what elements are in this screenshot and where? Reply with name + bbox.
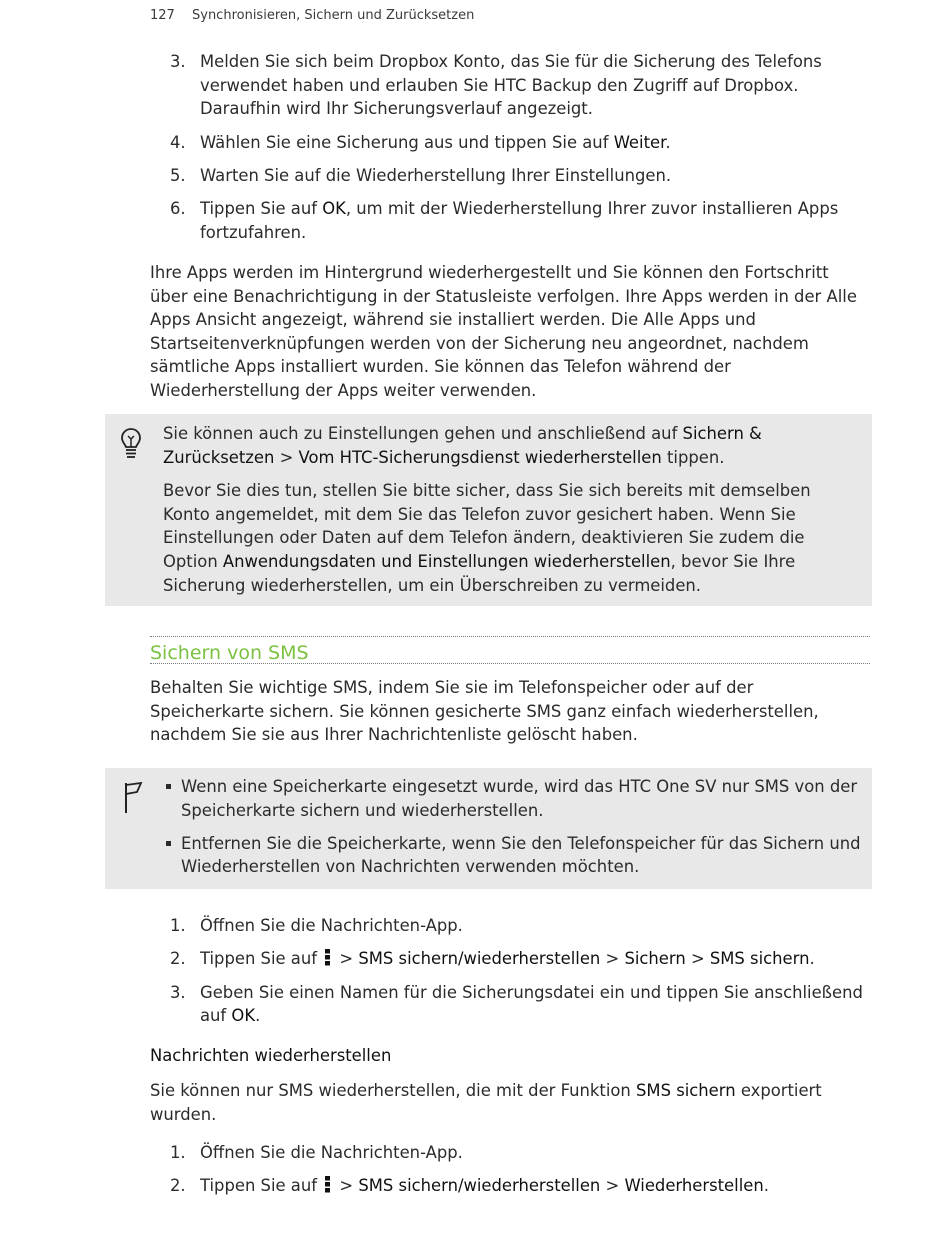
text-run: , um mit der Wiederherstellung Ihrer zuvor installieren Apps fortzufahren.	[200, 199, 839, 242]
note-item-text: Wenn eine Speicherkarte eingesetzt wurde, wird das HTC One SV nur SMS von der Speicherkarte sichern und wiederherstellen.	[181, 777, 858, 820]
ui-term: OK	[322, 199, 346, 219]
ui-term: Sichern	[624, 949, 686, 969]
backup-steps-block	[150, 914, 870, 1038]
step-number: 6.	[170, 199, 186, 219]
note-box	[105, 768, 872, 889]
step-item	[150, 947, 870, 971]
step-item	[150, 1141, 870, 1165]
restore-paragraph-block	[150, 261, 870, 403]
step-number: 1.	[170, 916, 186, 935]
step-item	[150, 164, 870, 188]
note-item	[163, 775, 872, 822]
text-run: .	[763, 1176, 769, 1196]
bullet	[166, 841, 171, 846]
backup-steps-list	[150, 914, 870, 1028]
text-run: Sie können nur SMS wiederherstellen, die mit der Funktion	[150, 1081, 637, 1100]
section-title: Sichern von SMS	[150, 636, 870, 664]
restore-sms-paragraph-block	[150, 1079, 870, 1126]
text-run: .	[809, 949, 815, 969]
text-run: Wählen Sie eine Sicherung aus und tippen Sie auf	[200, 132, 614, 152]
text-run: , bevor Sie Ihre Sicherung wiederherstellen, um ein Überschreiben zu vermeiden.	[163, 551, 796, 595]
text-run: >	[600, 1176, 625, 1196]
ui-term: Anwendungsdaten und Einstellungen wiederherstellen	[222, 551, 671, 571]
tip-text	[163, 422, 832, 597]
ui-term: Weiter	[613, 132, 666, 152]
restore-steps-list	[150, 50, 870, 245]
text-run: >	[334, 949, 359, 969]
step-number: 1.	[170, 1143, 186, 1162]
note-list	[163, 775, 872, 879]
text-run: Melden Sie sich beim Dropbox Konto, das Sie für die Sicherung des Telefons verwendet haben und erlauben Sie HTC Backup den Zugriff auf Dropbox. Daraufhin wird Ihr Sicherungsverlauf angezeigt.	[200, 52, 822, 119]
ui-term: SMS sichern	[709, 949, 810, 969]
ui-term: SMS sichern/wiederherstellen	[358, 1176, 601, 1196]
overflow-menu-icon	[325, 948, 330, 966]
sms-intro-block	[150, 676, 870, 747]
page-number: 127	[150, 8, 175, 23]
text-run: Öffnen Sie die Nachrichten-App.	[200, 1143, 463, 1162]
text-run: Öffnen Sie die Nachrichten-App.	[200, 916, 463, 935]
restore-steps-block	[150, 50, 870, 254]
restore-sms-steps-block	[150, 1141, 870, 1208]
step-number: 3.	[170, 52, 186, 71]
step-item	[150, 1174, 870, 1198]
ui-term: Sichern & Zurücksetzen	[163, 424, 762, 467]
text-run: >	[600, 949, 625, 969]
step-number: 2.	[170, 949, 186, 969]
bullet	[166, 784, 171, 789]
step-number: 2.	[170, 1176, 186, 1196]
text-run: tippen.	[661, 447, 725, 467]
restore-sms-paragraph	[150, 1079, 870, 1126]
ui-term: Vom HTC-Sicherungsdienst wiederherstellen	[298, 447, 662, 467]
text-run: Tippen Sie auf	[200, 199, 323, 219]
text-run: >	[274, 447, 299, 467]
text-run: .	[665, 132, 671, 152]
text-run: Tippen Sie auf	[200, 1176, 323, 1196]
text-run: Geben Sie einen Namen für die Sicherungsdatei ein und tippen Sie anschließend auf	[200, 982, 863, 1026]
text-run: Bevor Sie dies tun, stellen Sie bitte sicher, dass Sie sich bereits mit demselben Konto angemeldet, mit dem Sie das Telefon zuvor gesichert haben. Wenn Sie Einstellungen oder Daten auf dem Telefon ändern, deaktivieren Sie zudem die Option	[163, 481, 811, 571]
text-run: Warten Sie auf die Wiederherstellung Ihrer Einstellungen.	[200, 165, 672, 185]
chapter-title: Synchronisieren, Sichern und Zurücksetzen	[192, 8, 475, 23]
ui-term: Wiederherstellen	[624, 1176, 764, 1196]
text-run: >	[334, 1176, 359, 1196]
text-run: Sie können auch zu Einstellungen gehen und anschließend auf	[163, 424, 683, 443]
ui-term: SMS sichern	[636, 1081, 736, 1100]
restore-sms-steps-list	[150, 1141, 870, 1198]
tip-box	[105, 414, 872, 606]
subheading-block	[150, 1046, 870, 1065]
sms-intro: Behalten Sie wichtige SMS, indem Sie sie im Telefonspeicher oder auf der Speicherkarte sichern. Sie können gesicherte SMS ganz einfach wiederherstellen, nachdem Sie sie aus Ihrer Nachrichtenliste gelöscht haben.	[150, 678, 819, 745]
overflow-menu-icon	[325, 1175, 330, 1193]
step-item	[150, 50, 870, 121]
restore-paragraph: Ihre Apps werden im Hintergrund wiederhergestellt und Sie können den Fortschritt über eine Benachrichtigung in der Statusleiste verfolgen. Ihre Apps werden in der Alle Apps Ansicht angezeigt, während sie installiert werden. Die Alle Apps und Startseitenverknüpfungen werden von der Sicherung neu angeordnet, nachdem sämtliche Apps installiert wurden. Sie können das Telefon während der Wiederherstellung der Apps weiter verwenden.	[150, 263, 857, 400]
step-number: 5.	[170, 165, 186, 185]
ui-term: SMS sichern/wiederherstellen	[358, 949, 601, 969]
text-run: .	[255, 1006, 261, 1026]
lightbulb-icon	[119, 426, 143, 462]
step-number: 3.	[170, 982, 186, 1002]
step-item	[150, 131, 870, 155]
subheading: Nachrichten wiederherstellen	[150, 1046, 392, 1065]
text-run: exportiert wurden.	[150, 1081, 822, 1124]
step-item	[150, 914, 870, 938]
ui-term: OK	[231, 1006, 256, 1026]
step-number: 4.	[170, 132, 186, 152]
note-text	[163, 775, 872, 889]
text-run: Tippen Sie auf	[200, 949, 323, 969]
step-item	[150, 981, 870, 1028]
note-item	[163, 832, 872, 879]
tip-paragraph-2	[163, 479, 832, 597]
note-item-text: Entfernen Sie die Speicherkarte, wenn Sie den Telefonspeicher für das Sichern und Wiederherstellen von Nachrichten verwenden möchten.	[181, 833, 861, 877]
text-run: >	[685, 949, 710, 969]
flag-icon	[121, 780, 145, 816]
tip-paragraph-1	[163, 422, 832, 469]
step-item	[150, 197, 870, 244]
page-header	[150, 8, 474, 23]
